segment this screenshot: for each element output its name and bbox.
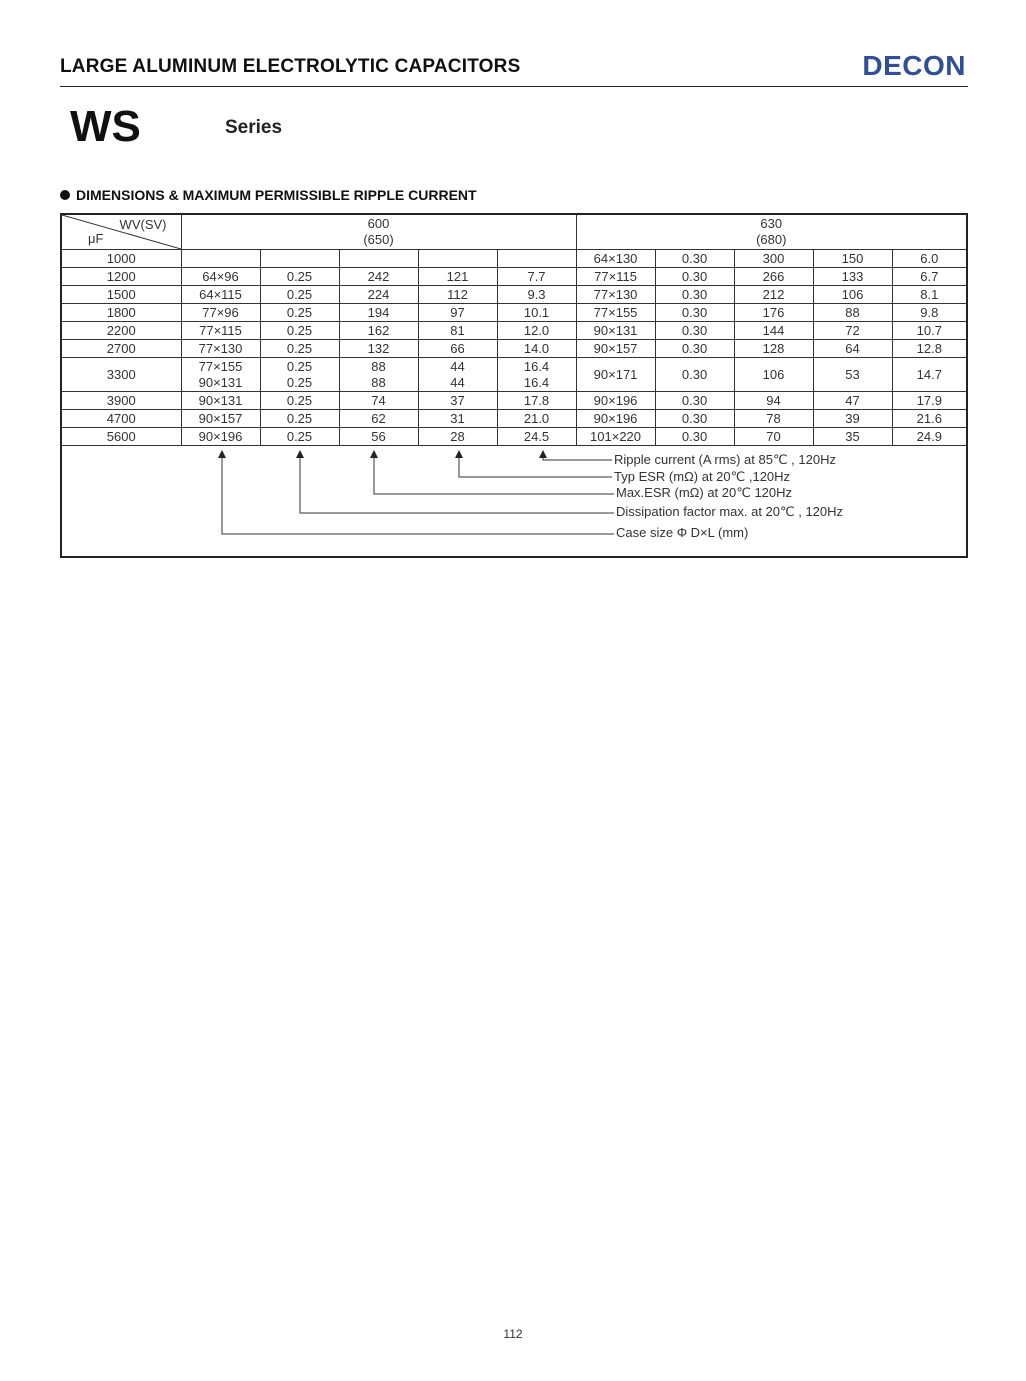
table-cell: 212 bbox=[734, 286, 813, 304]
table-cell: 62 bbox=[339, 410, 418, 428]
cell-line: 90×131 bbox=[198, 374, 243, 390]
spec-table-frame bbox=[60, 213, 968, 558]
table-cell bbox=[260, 250, 339, 268]
table-cell: 47 bbox=[813, 392, 892, 410]
table-cell: 0.30 bbox=[655, 428, 734, 446]
table-cell: 121 bbox=[418, 268, 497, 286]
table-cell: 242 bbox=[339, 268, 418, 286]
table-cell: 17.9 bbox=[892, 392, 966, 410]
table-cell: 0.30 bbox=[655, 358, 734, 392]
table-cell: 0.25 bbox=[260, 322, 339, 340]
table-row bbox=[62, 358, 966, 392]
table-cell: 176 bbox=[734, 304, 813, 322]
table-cell bbox=[181, 358, 260, 392]
table-cell: 1200 bbox=[62, 268, 181, 286]
table-cell: 0.30 bbox=[655, 304, 734, 322]
table-cell: 90×196 bbox=[576, 410, 655, 428]
cell-line: 16.4 bbox=[523, 358, 550, 374]
table-cell: 133 bbox=[813, 268, 892, 286]
table-row bbox=[62, 250, 966, 268]
voltage-sv: (680) bbox=[756, 232, 787, 247]
table-cell: 150 bbox=[813, 250, 892, 268]
table-cell: 0.30 bbox=[655, 322, 734, 340]
cell-line: 16.4 bbox=[523, 374, 550, 390]
table-cell: 78 bbox=[734, 410, 813, 428]
table-corner-header bbox=[62, 215, 181, 250]
table-cell: 106 bbox=[813, 286, 892, 304]
table-cell: 0.25 bbox=[260, 286, 339, 304]
table-cell: 90×196 bbox=[181, 428, 260, 446]
table-cell: 2200 bbox=[62, 322, 181, 340]
table-cell: 72 bbox=[813, 322, 892, 340]
table-cell: 14.0 bbox=[497, 340, 576, 358]
table-cell: 12.0 bbox=[497, 322, 576, 340]
arrow-max-esr bbox=[370, 450, 614, 494]
voltage-header-630 bbox=[576, 215, 966, 250]
table-cell: 64×130 bbox=[576, 250, 655, 268]
table-cell: 0.30 bbox=[655, 340, 734, 358]
table-cell: 1500 bbox=[62, 286, 181, 304]
brand-logo: DECON bbox=[862, 50, 966, 81]
voltage-sv: (650) bbox=[363, 232, 394, 247]
table-cell: 0.30 bbox=[655, 410, 734, 428]
table-cell: 64×115 bbox=[181, 286, 260, 304]
series-label: Series bbox=[225, 117, 283, 138]
table-cell bbox=[339, 358, 418, 392]
cell-line: 0.25 bbox=[286, 358, 313, 374]
cell-line: 44 bbox=[450, 358, 465, 374]
table-cell: 39 bbox=[813, 410, 892, 428]
table-cell: 162 bbox=[339, 322, 418, 340]
table-cell: 56 bbox=[339, 428, 418, 446]
table-cell: 64×96 bbox=[181, 268, 260, 286]
table-cell: 0.25 bbox=[260, 410, 339, 428]
cell-line: 44 bbox=[450, 374, 465, 390]
table-cell: 94 bbox=[734, 392, 813, 410]
arrow-dissipation bbox=[296, 450, 614, 513]
legend-max-esr: Max.ESR (mΩ) at 20℃ 120Hz bbox=[616, 485, 793, 500]
table-cell: 0.25 bbox=[260, 340, 339, 358]
table-cell: 37 bbox=[418, 392, 497, 410]
page-number: 112 bbox=[503, 1327, 523, 1341]
cell-line: 77×155 bbox=[198, 358, 243, 374]
cell-line: 88 bbox=[371, 358, 386, 374]
arrow-ripple bbox=[539, 450, 612, 460]
table-row bbox=[62, 268, 966, 286]
table-cell: 90×157 bbox=[576, 340, 655, 358]
document-title: LARGE ALUMINUM ELECTROLYTIC CAPACITORS bbox=[60, 56, 521, 77]
table-cell: 77×96 bbox=[181, 304, 260, 322]
corner-uf-label: μF bbox=[88, 231, 104, 246]
table-cell: 21.6 bbox=[892, 410, 966, 428]
table-cell bbox=[497, 250, 576, 268]
table-cell: 0.25 bbox=[260, 268, 339, 286]
table-row bbox=[62, 428, 966, 446]
table-cell: 2700 bbox=[62, 340, 181, 358]
table-row bbox=[62, 286, 966, 304]
table-cell: 1000 bbox=[62, 250, 181, 268]
table-cell: 97 bbox=[418, 304, 497, 322]
arrow-case-size bbox=[218, 450, 614, 534]
table-cell bbox=[181, 250, 260, 268]
table-cell: 90×131 bbox=[181, 392, 260, 410]
section-title bbox=[60, 187, 477, 203]
table-cell bbox=[418, 358, 497, 392]
table-cell: 0.25 bbox=[260, 392, 339, 410]
table-cell: 6.0 bbox=[892, 250, 966, 268]
cell-line: 88 bbox=[371, 374, 386, 390]
cell-line: 0.25 bbox=[286, 374, 313, 390]
table-cell: 88 bbox=[813, 304, 892, 322]
table-cell: 0.30 bbox=[655, 250, 734, 268]
table-cell: 266 bbox=[734, 268, 813, 286]
voltage-header-600 bbox=[181, 215, 576, 250]
table-cell: 0.25 bbox=[260, 428, 339, 446]
legend-typ-esr: Typ ESR (mΩ) at 20℃ ,120Hz bbox=[614, 469, 791, 484]
table-cell bbox=[339, 250, 418, 268]
spec-table-body bbox=[62, 250, 966, 446]
arrow-typ-esr bbox=[455, 450, 612, 477]
table-cell: 3900 bbox=[62, 392, 181, 410]
voltage-wv: 600 bbox=[367, 216, 390, 231]
table-row bbox=[62, 322, 966, 340]
table-cell: 24.5 bbox=[497, 428, 576, 446]
table-cell: 101×220 bbox=[576, 428, 655, 446]
table-cell: 106 bbox=[734, 358, 813, 392]
legend-ripple: Ripple current (A rms) at 85℃ , 120Hz bbox=[614, 452, 836, 467]
table-cell: 90×171 bbox=[576, 358, 655, 392]
table-cell: 194 bbox=[339, 304, 418, 322]
table-cell: 112 bbox=[418, 286, 497, 304]
table-row bbox=[62, 410, 966, 428]
table-cell: 9.8 bbox=[892, 304, 966, 322]
table-cell: 6.7 bbox=[892, 268, 966, 286]
table-cell: 77×115 bbox=[576, 268, 655, 286]
table-cell: 4700 bbox=[62, 410, 181, 428]
legend-case-size: Case size Φ D×L (mm) bbox=[616, 525, 749, 540]
table-cell: 74 bbox=[339, 392, 418, 410]
table-cell: 10.7 bbox=[892, 322, 966, 340]
table-cell: 132 bbox=[339, 340, 418, 358]
table-cell: 17.8 bbox=[497, 392, 576, 410]
table-cell: 7.7 bbox=[497, 268, 576, 286]
table-cell: 28 bbox=[418, 428, 497, 446]
table-cell: 70 bbox=[734, 428, 813, 446]
table-cell: 77×155 bbox=[576, 304, 655, 322]
voltage-wv: 630 bbox=[760, 216, 783, 231]
table-cell: 66 bbox=[418, 340, 497, 358]
table-cell: 5600 bbox=[62, 428, 181, 446]
table-cell: 0.30 bbox=[655, 268, 734, 286]
table-cell: 31 bbox=[418, 410, 497, 428]
table-cell: 90×131 bbox=[576, 322, 655, 340]
table-cell: 10.1 bbox=[497, 304, 576, 322]
table-cell: 90×196 bbox=[576, 392, 655, 410]
table-cell: 24.9 bbox=[892, 428, 966, 446]
table-cell: 35 bbox=[813, 428, 892, 446]
table-cell: 224 bbox=[339, 286, 418, 304]
table-cell bbox=[260, 358, 339, 392]
table-row bbox=[62, 304, 966, 322]
table-cell: 128 bbox=[734, 340, 813, 358]
section-title-text: DIMENSIONS & MAXIMUM PERMISSIBLE RIPPLE CURRENT bbox=[76, 187, 477, 203]
table-cell: 77×130 bbox=[576, 286, 655, 304]
table-cell: 1800 bbox=[62, 304, 181, 322]
series-name: WS bbox=[70, 102, 141, 151]
header-divider bbox=[60, 86, 968, 87]
table-row bbox=[62, 340, 966, 358]
table-row bbox=[62, 392, 966, 410]
table-cell: 8.1 bbox=[892, 286, 966, 304]
table-cell: 81 bbox=[418, 322, 497, 340]
table-cell: 14.7 bbox=[892, 358, 966, 392]
table-cell: 300 bbox=[734, 250, 813, 268]
corner-wv-label: WV(SV) bbox=[119, 217, 167, 232]
table-cell: 53 bbox=[813, 358, 892, 392]
table-cell: 77×115 bbox=[181, 322, 260, 340]
table-cell: 9.3 bbox=[497, 286, 576, 304]
table-cell bbox=[497, 358, 576, 392]
table-cell: 12.8 bbox=[892, 340, 966, 358]
table-cell: 3300 bbox=[62, 358, 181, 392]
legend-dissipation: Dissipation factor max. at 20℃ , 120Hz bbox=[616, 504, 844, 519]
table-cell: 0.30 bbox=[655, 286, 734, 304]
table-cell: 0.30 bbox=[655, 392, 734, 410]
table-cell: 77×130 bbox=[181, 340, 260, 358]
table-cell: 0.25 bbox=[260, 304, 339, 322]
table-cell bbox=[418, 250, 497, 268]
table-cell: 144 bbox=[734, 322, 813, 340]
table-cell: 21.0 bbox=[497, 410, 576, 428]
spec-table bbox=[62, 215, 966, 446]
table-cell: 64 bbox=[813, 340, 892, 358]
table-cell: 90×157 bbox=[181, 410, 260, 428]
bullet-icon bbox=[60, 190, 70, 200]
